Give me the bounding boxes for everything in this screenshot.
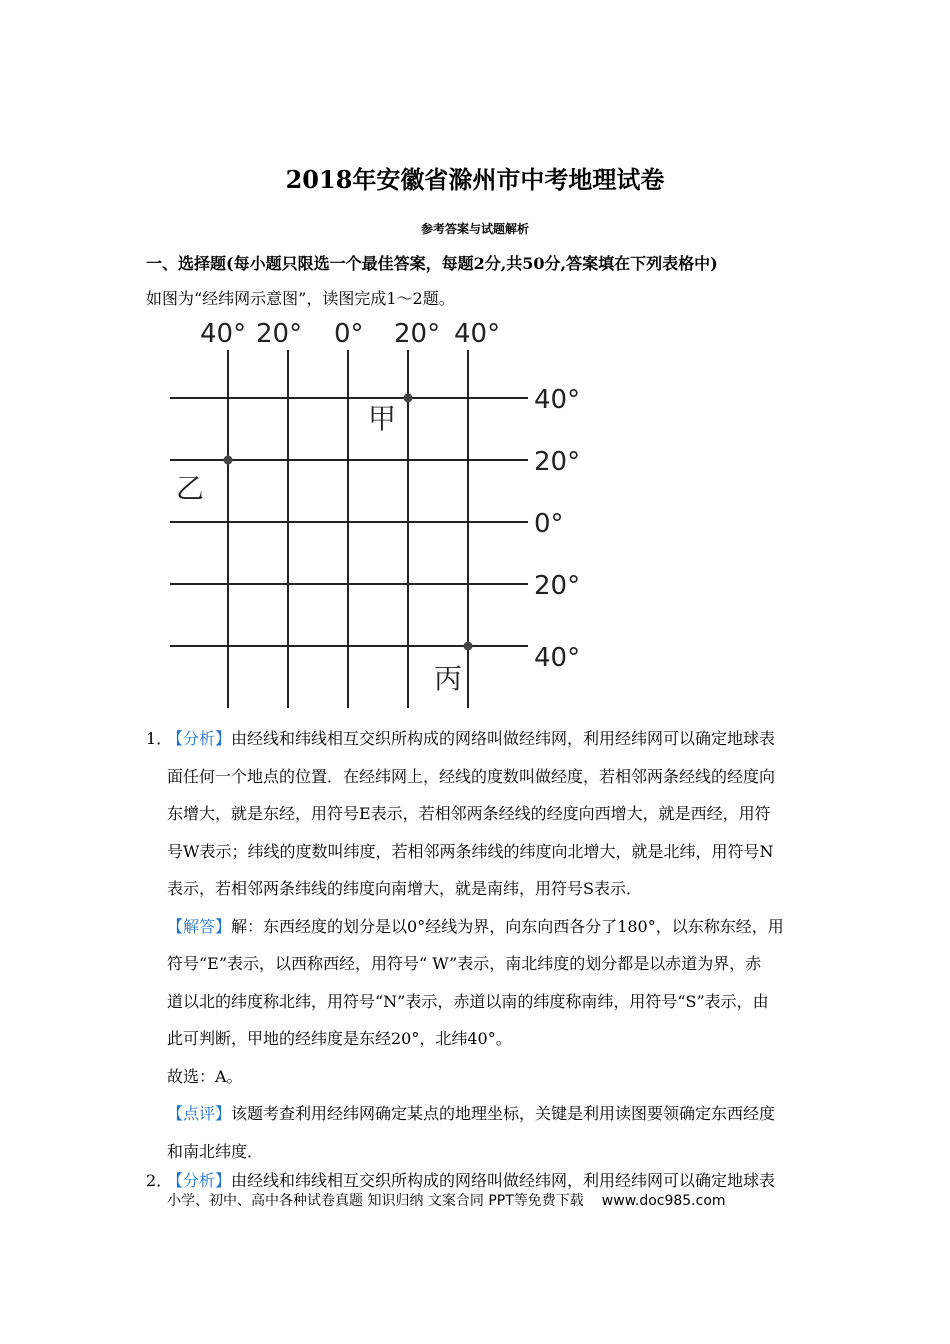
analysis-line: 表示，若相邻两条纬线的纬度向南增大，就是南纬，用符号S表示． (167, 879, 642, 898)
point-jia-marker (404, 394, 413, 403)
analysis-line: 由经线和纬线相互交织所构成的网络叫做经纬网，利用经纬网可以确定地球表 (231, 729, 776, 748)
footer-url[interactable]: www.doc985.com (601, 1193, 726, 1209)
latitude-label: 0° (534, 509, 564, 539)
answer-tag: 【解答】 (167, 916, 232, 936)
answer-line: 此可判断，甲地的经纬度是东经20°，北纬40°。 (167, 1029, 512, 1048)
point-yi-label: 乙 (176, 472, 205, 505)
answer-line: 道以北的纬度称北纬，用符号“N”表示，赤道以南的纬度称南纬，用符号“S”表示，由 (167, 991, 769, 1011)
analysis-line: 面任何一个地点的位置．在经纬网上，经线的度数叫做经度，若相邻两条经线的经度向 (167, 766, 776, 786)
analysis-line: 号W表示；纬线的度数叫纬度，若相邻两条纬线的纬度向北增大，就是北纬，用符号N (167, 841, 774, 861)
longitude-label: 40° (454, 319, 501, 349)
question-intro: 如图为“经纬网示意图”，读图完成1～2题。 (146, 289, 455, 308)
answer-choice: 故选：A。 (167, 1066, 243, 1086)
latitude-label: 20° (534, 447, 581, 477)
longitude-label: 0° (334, 319, 364, 349)
document-title: 2018年安徽省滁州市中考地理试卷 (285, 165, 665, 194)
comment-line: 该题考查利用经纬网确定某点的地理坐标，关键是利用读图要领确定东西经度 (231, 1104, 776, 1123)
point-bing-marker (464, 642, 473, 651)
analysis-paragraph (167, 720, 775, 758)
comment-paragraph (167, 1095, 775, 1133)
footer-text: 小学、初中、高中各种试卷真题 知识归纳 文案合同 PPT等免费下载 (167, 1193, 584, 1209)
comment-tag: 【点评】 (167, 1104, 232, 1123)
section-heading: 一、选择题(每小题只限选一个最佳答案，每题2分,共50分,答案填在下列表格中) (146, 254, 718, 273)
point-jia-label: 甲 (368, 402, 397, 435)
analysis-line: 由经线和纬线相互交织所构成的网络叫做经纬网，利用经纬网可以确定地球表 (231, 1171, 776, 1190)
point-bing-label: 丙 (434, 662, 463, 695)
graticule-figure (160, 312, 600, 712)
comment-line: 和南北纬度． (167, 1141, 264, 1161)
answer-line: 符号“E”表示，以西称西经，用符号“ W”表示，南北纬度的划分都是以赤道为界，赤 (167, 954, 762, 973)
document-subtitle: 参考答案与试题解析 (420, 222, 529, 236)
point-yi-marker (224, 456, 233, 465)
longitude-label: 20° (394, 319, 441, 349)
page-footer (167, 1190, 726, 1210)
question-number: 1． (146, 729, 173, 748)
analysis-tag: 【分析】 (167, 729, 232, 748)
latitude-label: 40° (534, 385, 581, 415)
longitude-label: 40° (200, 319, 247, 349)
analysis-line: 东增大，就是东经，用符号E表示，若相邻两条经线的经度向西增大，就是西经，用符 (167, 804, 771, 823)
latitude-label: 20° (534, 571, 581, 601)
analysis-tag: 【分析】 (167, 1171, 232, 1190)
answer-paragraph (167, 908, 784, 946)
latitude-label: 40° (534, 643, 581, 673)
question-number: 2． (146, 1171, 173, 1190)
answer-line: 解：东西经度的划分是以0°经线为界，向东向西各分了180°，以东称东经，用 (231, 916, 784, 936)
longitude-label: 20° (256, 319, 303, 349)
